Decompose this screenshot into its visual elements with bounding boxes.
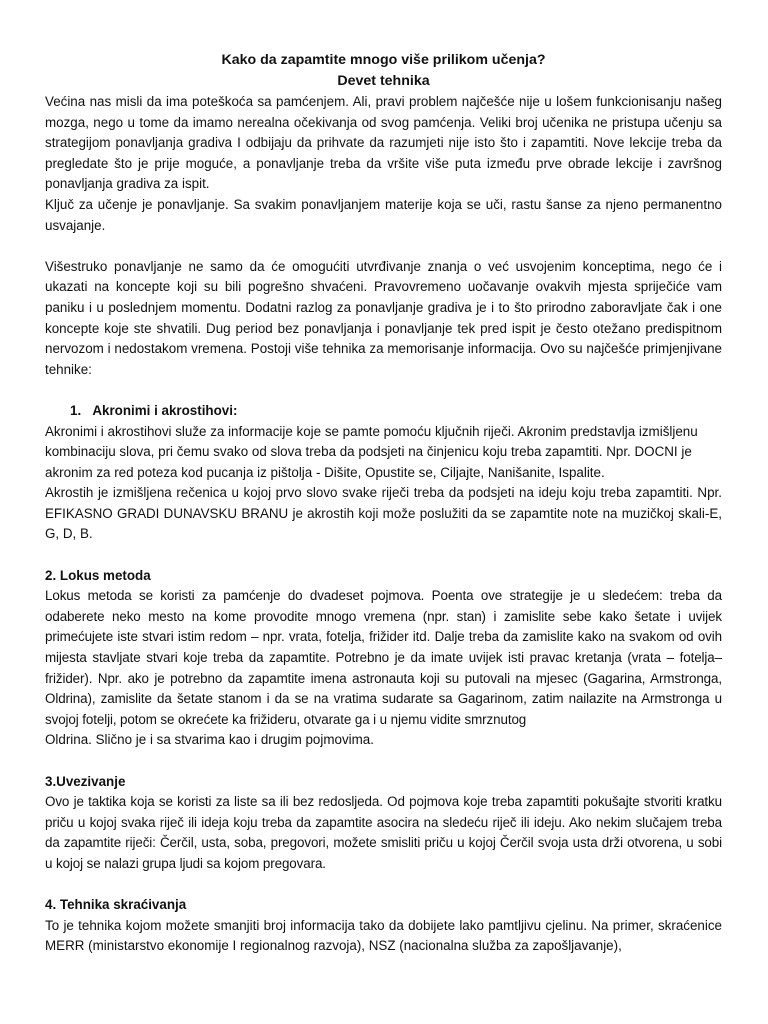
locus-paragraph-2: Oldrina. Slično je i sa stvarima kao i drugim pojmovima. (45, 732, 374, 748)
intro-paragraph-3: Višestruko ponavljanje ne samo da će omogućiti utvrđivanje znanja o već usvojenim konceptima, nego će i ukazati na koncepte koji su bili pogrešno shvaćeni. Pravovremeno uočavanje ovakvih mjesta spriječiće vam paniku i u poslednjem momentu. Dodatni razlog za ponavljanje gradiva je i to što prirodno zaboravljate čak i one koncepte koje ste shvatili. Dug period bez ponavljanja i ponavljanje tek pred ispit je često otežano predispitnom nervozom i nedostakom vremena. Postoji više tehnika za memorisanje informacija. Ovo su najčešće primjenjivane tehnike: (45, 258, 722, 377)
section-heading-locus: 2. Lokus metoda (45, 567, 151, 583)
locus-paragraph-1: Lokus metoda se koristi za pamćenje do dvadeset pojmova. Poenta ove strategije je u sledećem: treba da odaberete neko mesto na kome provodite mnogo vremena (npr. stan) i zamislite sebe kako šetate i uvijek primećujete iste stvari istim redom – npr. vrata, fotelja, frižider itd. Dalje treba da zamislite kako na svakom od ovih mijesta stavljate stvari koje treba da zapamtite. Potrebno je da imate uvijek isti pravac kretanja (vrata – fotelja– frižider). Npr. ako je potrebno da zapamtite imena astronauta koji su putovali na mjesec (Gagarina, Armstronga, Oldrina), zamislite da šetate stanom i da se na vratima sudarate sa Gagarinom, zatim nailazite na Armstronga u svojoj fotelji, potom se okrećete ka frižideru, otvarate ga i u njemu vidite smrznutog (45, 588, 722, 727)
spacer (45, 380, 722, 401)
spacer (45, 545, 722, 566)
acronym-paragraph-1a: Akronimi i akrostihovi služe za informacije koje se pamte pomoću ključnih riječi. Akronim predstavlja izmišljenu kombinaciju slova, pri čemu svako od slova treba da podsjeti na činjenicu koju treba zapamtiti. Npr. DOCNI je (45, 423, 698, 460)
spacer (45, 751, 722, 772)
linking-paragraph: Ovo je taktika koja se koristi za liste sa ili bez redoslјeda. Od pojmova koje treba zapamtiti pokušajte stvoriti kratku priču u kojoj svaka riječ ili ideja koju treba da zapamtite asocira na sledeću riječ ili ideju. Ako nekim slučajem treba da zapamtite riječi: Čerčil, usta, soba, pregovori, možete smisliti priču u kojoj Čerčil svoja usta drži otvorena, u sobi u kojoj se nalazi grupa ljudi sa kojom pregovara. (45, 794, 722, 871)
spacer (45, 875, 722, 896)
spacer (45, 236, 722, 257)
acronym-paragraph-1b: akronim za red poteza kod pucanja iz pištolja - Dišite, Opustite se, Ciljajte, Nanišanite, Ispalite. (45, 464, 605, 480)
document-page (45, 50, 722, 957)
abbreviation-paragraph: To je tehnika kojom možete smanjiti broj informacija tako da dobijete lako pamtljivu cjelinu. Na primer, skraćenice MERR (ministarstvo ekonomije I regionalnog razvoja), NSZ (nacionalna služba za zapošljavanje), (45, 917, 722, 954)
document-title: Kako da zapamtite mnogo više prilikom učenja? (221, 52, 546, 68)
section-heading-abbreviation: 4. Tehnika skraćivanja (45, 897, 187, 913)
acronym-paragraph-2: Akrostih je izmišljena rečenica u kojoj prvo slovo svake riječi treba da podsjeti na ideju koju treba zapamtiti. Npr. EFIKASNO GRADI DUNAVSKU BRANU je akrostih koji može poslužiti da se zapamtite note na muzičkoj skali-E, G, D, B. (45, 485, 722, 542)
intro-paragraph-1: Većina nas misli da ima poteškoća sa pamćenjem. Ali, pravi problem najčešće nije u lošem funkcionisanju našeg mozga, nego u tome da imamo nerealna očekivanja od svog pamćenja. Veliki broj učenika ne pristupa učenju sa strategijom ponavljanja gradiva I odbijaju da prihvate da razumjeti nije isto što i zapamtiti. Nove lekcije treba da pregledate što je prije moguće, a ponavljanje treba da vršite više puta između prve obrade lekcije i završnog ponavljanja gradiva za ispit. (45, 94, 722, 192)
intro-paragraph-2: Ključ za učenje je ponavljanje. Sa svakim ponavljanjem materije koja se uči, rastu šanse za njeno permanentno usvajanje. (45, 196, 722, 233)
document-subtitle: Devet tehnika (337, 73, 430, 89)
section-heading-acronyms: 1. Akronimi i akrostihovi: (70, 402, 238, 418)
section-heading-linking: 3.Uvezivanje (45, 773, 126, 789)
